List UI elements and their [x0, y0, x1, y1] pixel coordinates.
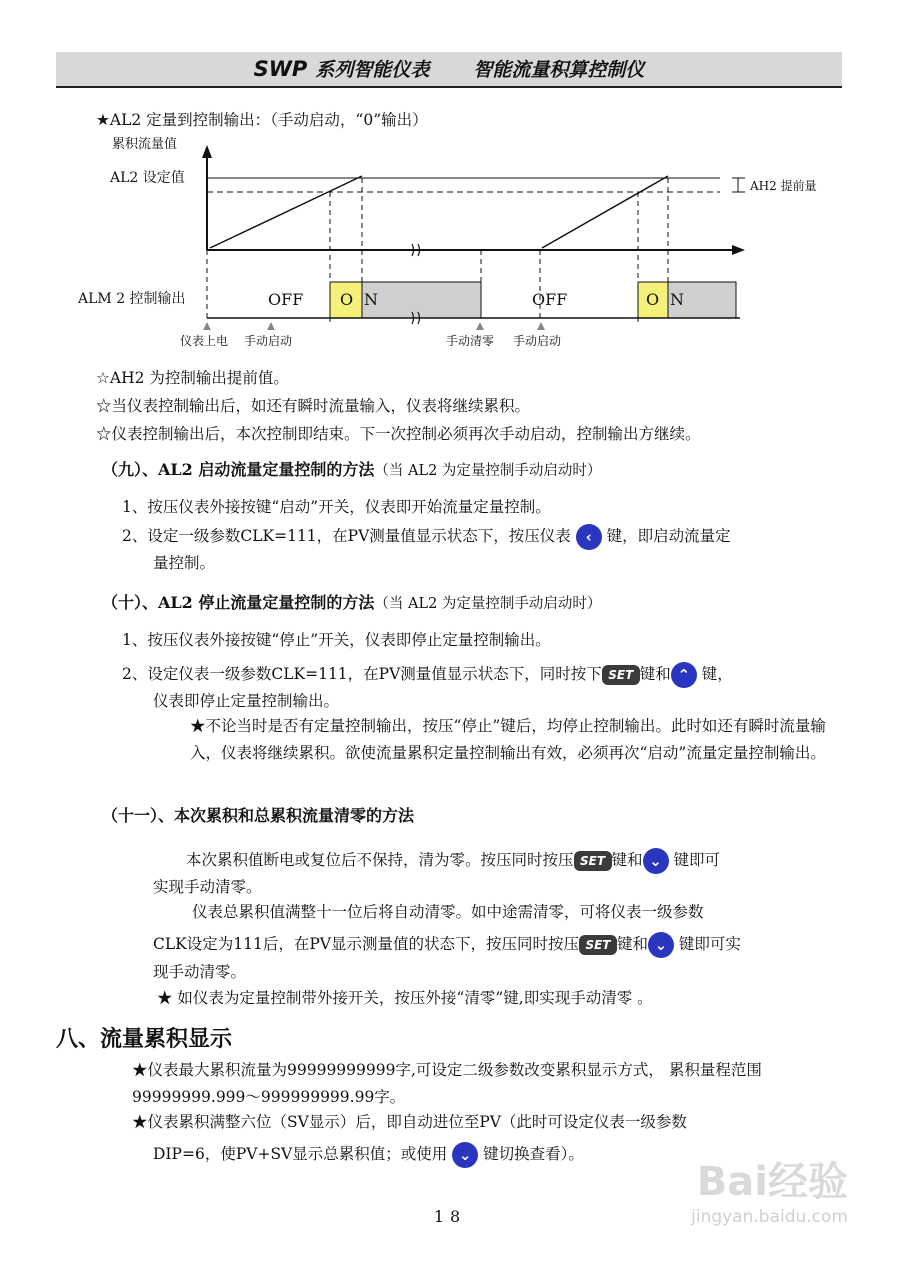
event-manual-start-1: 手动启动 [244, 334, 293, 348]
s11-para-2: 仪表总累积值满整十一位后将自动清零。如中途需清零，可将仪表一级参数 [192, 903, 704, 921]
seg-off-2: OFF [532, 290, 568, 309]
timing-diagram [0, 0, 900, 360]
section-9-title [102, 457, 601, 480]
s10-item-2-cont: 仪表即停止定量控制输出。 [153, 692, 340, 710]
seg-off-1: OFF [268, 290, 304, 309]
seg-n-2: N [670, 290, 684, 309]
s11-para-2-text-b: CLK设定为111后，在PV显示测量值的状态下，按压同时按压 [153, 935, 579, 953]
diagram-title: ★AL2 定量到控制输出：（手动启动，“0”输出） [96, 111, 428, 129]
event-manual-start-2: 手动启动 [513, 334, 562, 348]
s10-note: ★不论当时是否有定量控制输出，按压“停止”键后，均停止控制输出。此时如还有瞬时流量输入，仪表将继续累积。欲使流量累积定量控制输出有效，必须再次“启动”流量定量控制输出。 [190, 717, 826, 762]
down-key-icon: ⌄ [452, 1142, 478, 1168]
s11-para-1-text-b: 键和 [611, 851, 643, 869]
s10-item-1: 1、按压仪表外接按键“停止”开关，仪表即停止定量控制输出。 [122, 631, 551, 649]
header-brand: SWP [253, 57, 308, 81]
s8-bullet-1: ★仪表最大累积流量为99999999999字,可设定二级参数改变累积显示方式， 累积量程范围99999999.999～999999999.99字。 [132, 1061, 762, 1106]
s9-item-2-text-b: 键，即启动流量定 [606, 527, 731, 545]
note-continue: ☆当仪表控制输出后，如还有瞬时流量输入，仪表将继续累积。 [96, 397, 531, 415]
event-power-on: 仪表上电 [180, 334, 229, 348]
s9-item-2-text-a: 2、设定一级参数CLK=111，在PV测量值显示状态下，按压仪表 [122, 527, 571, 545]
section-10-heading: （十）、AL2 停止流量定量控制的方法 [102, 593, 375, 612]
set-key-icon: SET [574, 851, 612, 871]
output-label: ALM 2 控制输出 [78, 291, 186, 307]
down-key-icon: ⌄ [643, 848, 669, 874]
s11-para-3: ★ 如仪表为定量控制带外接开关，按压外接“清零”键,即实现手动清零 。 [157, 989, 653, 1007]
page-number: 18 [433, 1207, 467, 1226]
s10-item-2-text-b: 键和 [639, 665, 671, 683]
seg-o-2: O [646, 290, 660, 309]
header-product: 智能流量积算控制仪 [473, 59, 645, 81]
s10-item-2-text-a: 2、设定仪表一级参数CLK=111，在PV测量值显示状态下，同时按下 [122, 665, 602, 683]
s11-para-2-text-c: 键和 [616, 935, 648, 953]
section-9-sub: （当 AL2 为定量控制手动启动时） [374, 463, 602, 479]
s10-item-2-text-c: 键， [701, 665, 733, 683]
left-key-icon: ‹ [576, 524, 602, 550]
up-key-icon: ⌃ [671, 662, 697, 688]
s8-bullet-2-text-b: DIP=6，使PV+SV显示总累积值；或使用 [153, 1145, 448, 1163]
s11-para-1-cont: 实现手动清零。 [153, 878, 262, 896]
s9-item-2 [122, 524, 731, 550]
s8-bullet-2-line-2 [153, 1142, 584, 1168]
seg-o-1: O [340, 290, 354, 309]
s11-para-1-text-c: 键即可 [673, 851, 720, 869]
header-series: 系列智能仪表 [315, 59, 430, 81]
y-axis-label: 累积流量值 [112, 137, 178, 152]
s9-item-2-cont: 量控制。 [153, 554, 216, 572]
seg-n-1: N [364, 290, 378, 309]
s11-para-2-text-d: 键即可实 [678, 935, 741, 953]
s9-item-1: 1、按压仪表外接按键“启动”开关，仪表即开始流量定量控制。 [122, 498, 551, 516]
watermark-logo: Bai经验 [696, 1159, 848, 1205]
s11-para-1 [186, 848, 720, 874]
down-key-icon: ⌄ [648, 932, 674, 958]
s11-para-2-cont: 现手动清零。 [153, 963, 247, 981]
setpoint-label: AL2 设定值 [110, 170, 185, 186]
section-8-title: 八、流量累积显示 [56, 1027, 233, 1052]
s11-para-1-text-a: 本次累积值断电或复位后不保持，清为零。按压同时按压 [186, 851, 574, 869]
set-key-icon: SET [579, 935, 617, 955]
s11-para-2-line-2 [153, 932, 741, 958]
s8-bullet-2: ★仪表累积满整六位（SV显示）后，即自动进位至PV（此时可设定仪表一级参数 [132, 1113, 687, 1131]
s8-bullet-2-text-c: 键切换查看）。 [483, 1145, 584, 1163]
section-11-title: （十一）、本次累积和总累积流量清零的方法 [102, 806, 415, 825]
s10-item-2 [122, 662, 733, 688]
event-manual-clear: 手动清零 [446, 334, 495, 348]
section-9-heading: （九）、AL2 启动流量定量控制的方法 [102, 460, 375, 479]
set-key-icon: SET [602, 665, 640, 685]
section-10-title [102, 590, 601, 613]
watermark-url: jingyan.baidu.com [691, 1207, 848, 1227]
note-end: ☆仪表控制输出后，本次控制即结束。下一次控制必须再次手动启动，控制输出方继续。 [96, 425, 701, 443]
advance-label: AH2 提前量 [750, 179, 817, 193]
note-ah2: ☆AH2 为控制输出提前值。 [96, 369, 289, 387]
section-10-sub: （当 AL2 为定量控制手动启动时） [374, 596, 602, 612]
